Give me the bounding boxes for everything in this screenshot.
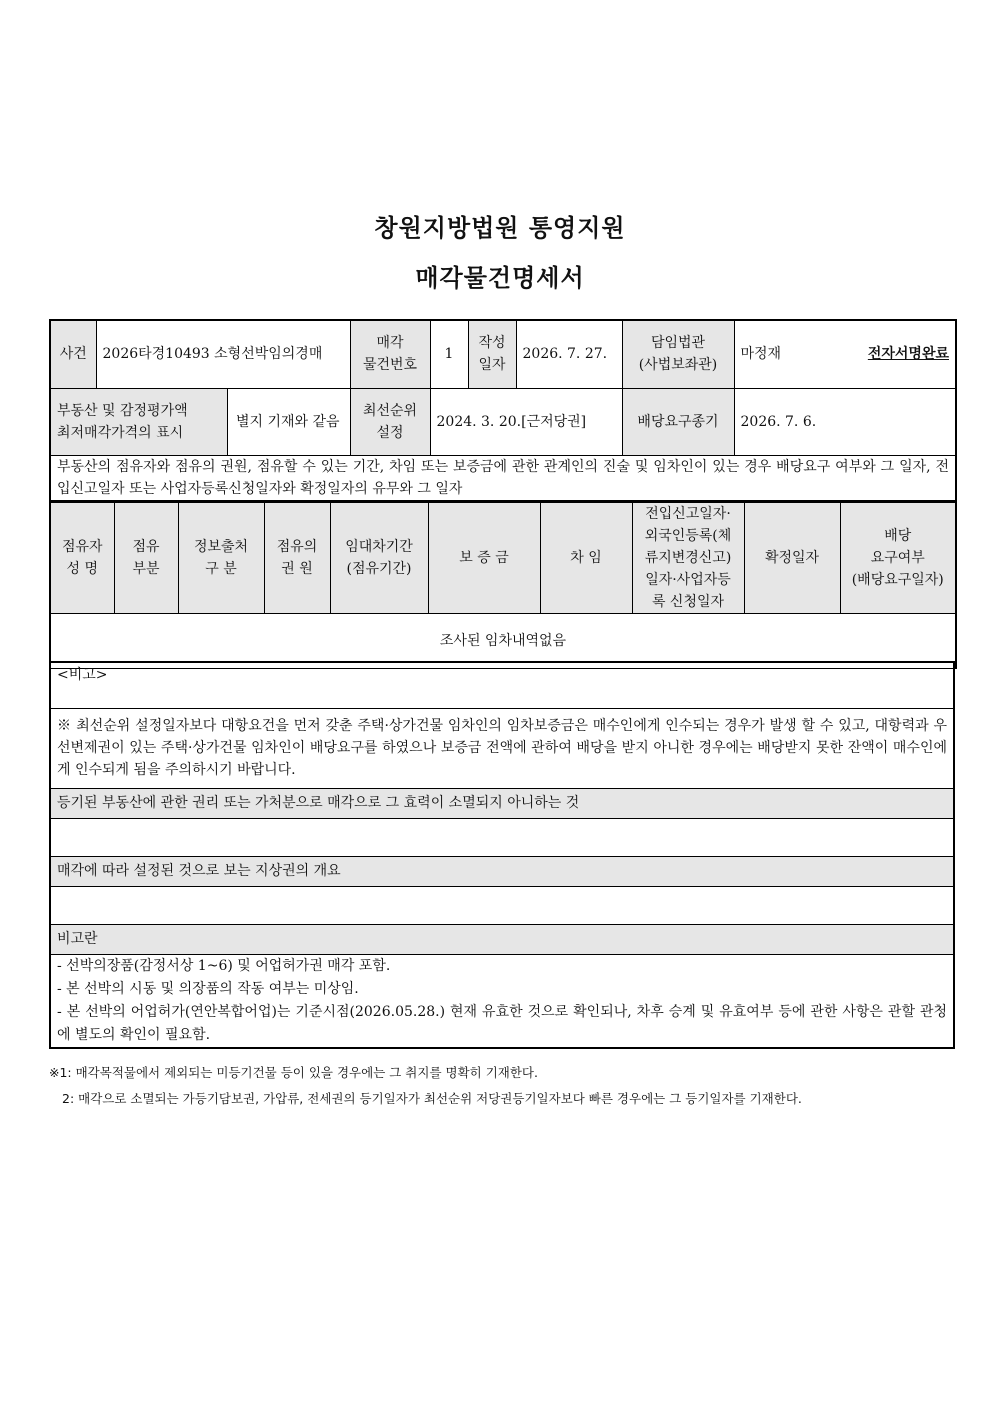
col-deposit: 보 증 금 xyxy=(428,503,540,614)
item-no-value: 1 xyxy=(430,320,468,388)
col-occupant-name: 점유자 성 명 xyxy=(50,503,114,614)
col-occupied-part: 점유 부분 xyxy=(114,503,178,614)
col-rent: 차 임 xyxy=(540,503,632,614)
judge-label: 담임법관 (사법보좌관) xyxy=(622,320,734,388)
notes-label: 비고란 xyxy=(50,924,954,954)
col-move-in-date: 전입신고일자· 외국인등록(체 류지변경신고) 일자·사업자등 록 신청일자 xyxy=(632,503,744,614)
unextinguished-rights-label: 등기된 부동산에 관한 권리 또는 가처분으로 매각으로 그 효력이 소멸되지 아니하는 것 xyxy=(50,788,954,818)
remarks-label: <비고> xyxy=(57,667,108,683)
deadline-label: 배당요구종기 xyxy=(622,388,734,455)
note-item: - 본 선박의 어업허가(연안복합어업)는 기준시점(2026.05.28.) 현재 유효한 것으로 확인되나, 차후 승계 및 유효여부 등에 관한 사항은 관할 관청에 별도의 확인이 필요함. xyxy=(57,1003,947,1043)
document-title: 매각물건명세서 xyxy=(415,264,585,292)
footnote-1: ※1: 매각목적물에서 제외되는 미등기건물 등이 있을 경우에는 그 취지를 명확히 기재한다. xyxy=(49,1065,538,1080)
case-label: 사건 xyxy=(50,320,96,388)
judge-cell xyxy=(734,320,956,388)
occupancy-header-row xyxy=(50,503,956,614)
judge-name: 마정재 xyxy=(740,346,782,363)
notes-cell xyxy=(50,954,954,1048)
col-info-source: 정보출처 구 분 xyxy=(178,503,264,614)
item-no-label: 매각 물건번호 xyxy=(350,320,430,388)
footnote-2: 2: 매각으로 소멸되는 가등기담보권, 가압류, 전세권의 등기일자가 최선순위 저당권등기일자보다 빠른 경우에는 그 등기일자를 기재한다. xyxy=(62,1091,802,1106)
deadline-value: 2026. 7. 6. xyxy=(734,388,956,455)
priority-value: 2024. 3. 20.[근저당권] xyxy=(430,388,622,455)
note-item: - 본 선박의 시동 및 의장품의 작동 여부는 미상임. xyxy=(57,980,359,997)
footnotes xyxy=(49,1060,955,1112)
price-row-left xyxy=(50,388,350,455)
remarks-table xyxy=(49,661,955,1049)
no-lease-message: 조사된 임차내역없음 xyxy=(50,614,956,669)
case-info-table xyxy=(49,319,957,502)
col-dividend-request: 배당 요구여부 (배당요구일자) xyxy=(840,503,956,614)
surface-rights-value xyxy=(50,886,954,924)
col-lease-period: 임대차기간 (점유기간) xyxy=(330,503,428,614)
priority-label: 최선순위 설정 xyxy=(350,388,430,455)
court-name: 창원지방법원 통영지원 xyxy=(374,214,626,242)
date-value: 2026. 7. 27. xyxy=(516,320,622,388)
date-label: 작성 일자 xyxy=(468,320,516,388)
note-item: - 선박의장품(감정서상 1~6) 및 어업허가권 매각 포함. xyxy=(57,957,391,974)
col-fixed-date: 확정일자 xyxy=(744,503,840,614)
col-occupancy-title: 점유의 권 원 xyxy=(264,503,330,614)
e-signature-status: 전자서명완료 xyxy=(867,346,949,363)
remarks-cell xyxy=(50,662,954,708)
case-value: 2026타경10493 소형선박임의경매 xyxy=(96,320,350,388)
unextinguished-rights-value xyxy=(50,818,954,856)
surface-rights-label: 매각에 따라 설정된 것으로 보는 지상권의 개요 xyxy=(50,856,954,886)
price-value: 별지 기재와 같음 xyxy=(236,413,340,430)
price-label: 부동산 및 감정평가액 최저매각가격의 표시 xyxy=(51,389,228,455)
occupancy-intro: 부동산의 점유자와 점유의 권원, 점유할 수 있는 기간, 차임 또는 보증금에 관한 관계인의 진술 및 임차인이 있는 경우 배당요구 여부와 그 일자, 전입신고일자 또는 사업자등록신청일자와 확정일자의 유무와 그 일자 xyxy=(50,455,956,501)
occupancy-table xyxy=(49,502,957,669)
warning-notice: ※ 최선순위 설정일자보다 대항요건을 먼저 갖춘 주택·상가건물 임차인의 임차보증금은 매수인에게 인수되는 경우가 발생 할 수 있고, 대항력과 우선변제권이 있는 주택·상가건물 임차인이 배당요구를 하였으나 보증금 전액에 관하여 배당을 받지 아니한 경우에는 배당받지 못한 잔액이 매수인에게 인수되게 됨을 주의하시기 바랍니다. xyxy=(50,708,954,788)
